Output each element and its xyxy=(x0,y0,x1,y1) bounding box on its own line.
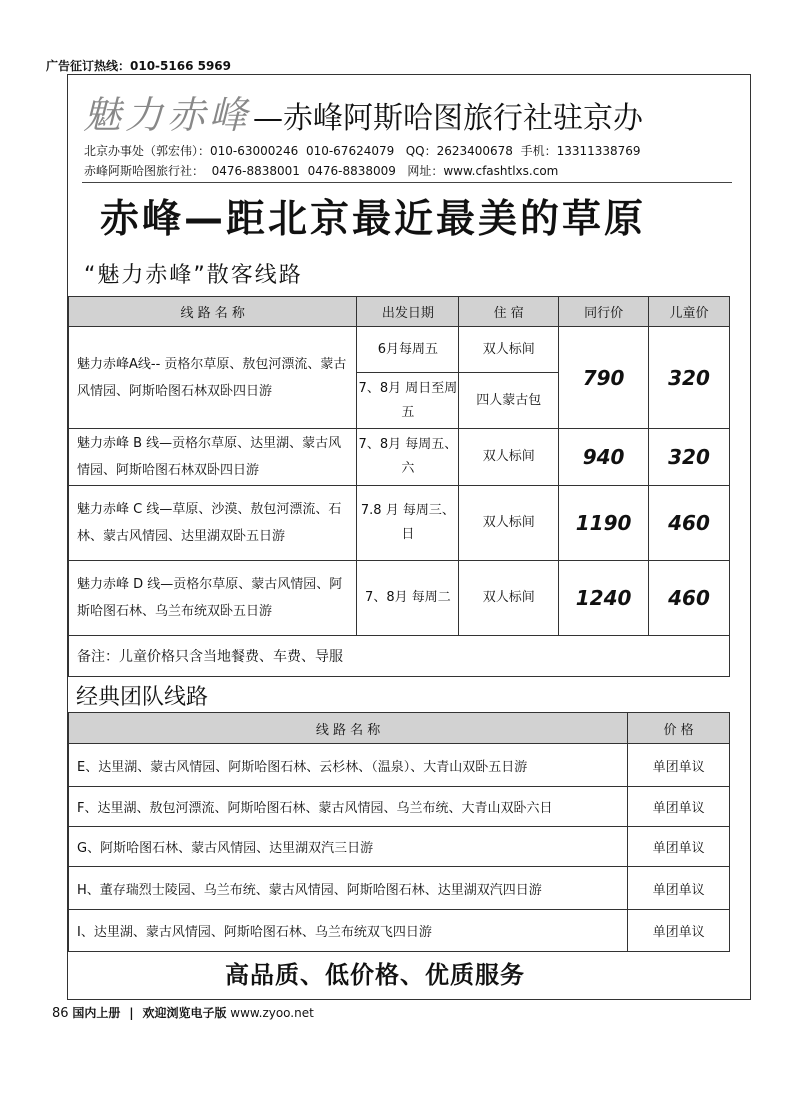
header-route-name: 线 路 名 称 xyxy=(69,713,628,744)
route-d-child-price: 460 xyxy=(649,561,730,636)
table-row xyxy=(69,429,730,486)
table-note-row xyxy=(69,636,730,677)
footer-separator: | xyxy=(129,1006,134,1020)
table-header-row xyxy=(69,297,730,327)
route-d-date: 7、8月 每周二 xyxy=(357,561,459,636)
route-f-price: 单团单议 xyxy=(628,787,730,827)
table-row xyxy=(69,744,730,787)
header-peer-price: 同行价 xyxy=(559,297,649,327)
route-a-price: 790 xyxy=(559,327,649,429)
header-child-price: 儿童价 xyxy=(649,297,730,327)
footer-section: 国内上册 xyxy=(72,1006,121,1020)
table-row xyxy=(69,486,730,561)
route-c-price: 1190 xyxy=(559,486,649,561)
table-row xyxy=(69,867,730,910)
brand-logo-text: 魅力赤峰 xyxy=(83,93,252,137)
route-d-price: 1240 xyxy=(559,561,649,636)
service-slogan: 高品质、低价格、优质服务 xyxy=(225,961,525,989)
route-b-price: 940 xyxy=(559,429,649,486)
header-departure-date: 出发日期 xyxy=(357,297,459,327)
page-footer xyxy=(52,1004,314,1021)
section-title-group-routes: 经典团队线路 xyxy=(76,685,209,710)
route-c-lodging: 双人标间 xyxy=(459,486,559,561)
route-d-name: 魅力赤峰 D 线—贡格尔草原、蒙古风情园、阿斯哈图石林、乌兰布统双卧五日游 xyxy=(69,561,357,636)
route-a-date-1: 6月每周五 xyxy=(357,327,459,373)
contact-line-beijing: 北京办事处（郭宏伟）：010-63000246 010-67624079 QQ：2623400678 手机：13311338769 xyxy=(84,144,641,158)
route-b-child-price: 320 xyxy=(649,429,730,486)
route-b-date: 7、8月 每周五、六 xyxy=(357,429,459,486)
route-h-price: 单团单议 xyxy=(628,867,730,910)
page-number: 86 xyxy=(52,1006,69,1021)
route-a-child-price: 320 xyxy=(649,327,730,429)
route-a-date-2: 7、8月 周日至周五 xyxy=(357,373,459,429)
table-row xyxy=(69,787,730,827)
route-i-price: 单团单议 xyxy=(628,910,730,952)
route-d-lodging: 双人标间 xyxy=(459,561,559,636)
route-e-price: 单团单议 xyxy=(628,744,730,787)
route-e-name: E、达里湖、蒙古风情园、阿斯哈图石林、云杉林、（温泉）、大青山双卧五日游 xyxy=(69,744,628,787)
individual-routes-table xyxy=(68,296,730,677)
route-g-name: G、阿斯哈图石林、蒙古风情园、达里湖双汽三日游 xyxy=(69,827,628,867)
header-divider xyxy=(82,182,732,183)
ad-hotline: 广告征订热线：010-5166 5969 xyxy=(46,59,232,73)
header-price: 价 格 xyxy=(628,713,730,744)
route-c-date: 7.8 月 每周三、日 xyxy=(357,486,459,561)
route-h-name: H、董存瑞烈士陵园、乌兰布统、蒙古风情园、阿斯哈图石林、达里湖双汽四日游 xyxy=(69,867,628,910)
route-g-price: 单团单议 xyxy=(628,827,730,867)
table-row xyxy=(69,827,730,867)
header-route-name: 线 路 名 称 xyxy=(69,297,357,327)
route-b-lodging: 双人标间 xyxy=(459,429,559,486)
table-header-row xyxy=(69,713,730,744)
agency-name: —赤峰阿斯哈图旅行社驻京办 xyxy=(253,101,644,136)
group-routes-table xyxy=(68,712,730,952)
table-row xyxy=(69,561,730,636)
route-i-name: I、达里湖、蒙古风情园、阿斯哈图石林、乌兰布统双飞四日游 xyxy=(69,910,628,952)
route-a-lodging-1: 双人标间 xyxy=(459,327,559,373)
table-row xyxy=(69,910,730,952)
route-c-child-price: 460 xyxy=(649,486,730,561)
main-slogan: 赤峰—距北京最近最美的草原 xyxy=(100,197,647,242)
route-a-lodging-2: 四人蒙古包 xyxy=(459,373,559,429)
footer-url[interactable]: www.zyoo.net xyxy=(230,1006,314,1020)
child-price-note: 备注：儿童价格只含当地餐费、车费、导服 xyxy=(69,636,730,677)
agency-header xyxy=(83,84,644,137)
route-f-name: F、达里湖、敖包河漂流、阿斯哈图石林、蒙古风情园、乌兰布统、大青山双卧六日 xyxy=(69,787,628,827)
route-b-name: 魅力赤峰 B 线—贡格尔草原、达里湖、蒙古风情园、阿斯哈图石林双卧四日游 xyxy=(69,429,357,486)
route-c-name: 魅力赤峰 C 线—草原、沙漠、敖包河漂流、石林、蒙古风情园、达里湖双卧五日游 xyxy=(69,486,357,561)
footer-tagline: 欢迎浏览电子版 xyxy=(142,1006,227,1020)
route-a-name: 魅力赤峰A线-- 贡格尔草原、敖包河漂流、蒙古风情园、阿斯哈图石林双卧四日游 xyxy=(69,327,357,429)
section-title-individual-routes: “魅力赤峰”散客线路 xyxy=(84,263,303,288)
contact-line-chifeng: 赤峰阿斯哈图旅行社： 0476-8838001 0476-8838009 网址：www.cfashtlxs.com xyxy=(84,164,559,178)
table-row xyxy=(69,327,730,373)
header-lodging: 住 宿 xyxy=(459,297,559,327)
